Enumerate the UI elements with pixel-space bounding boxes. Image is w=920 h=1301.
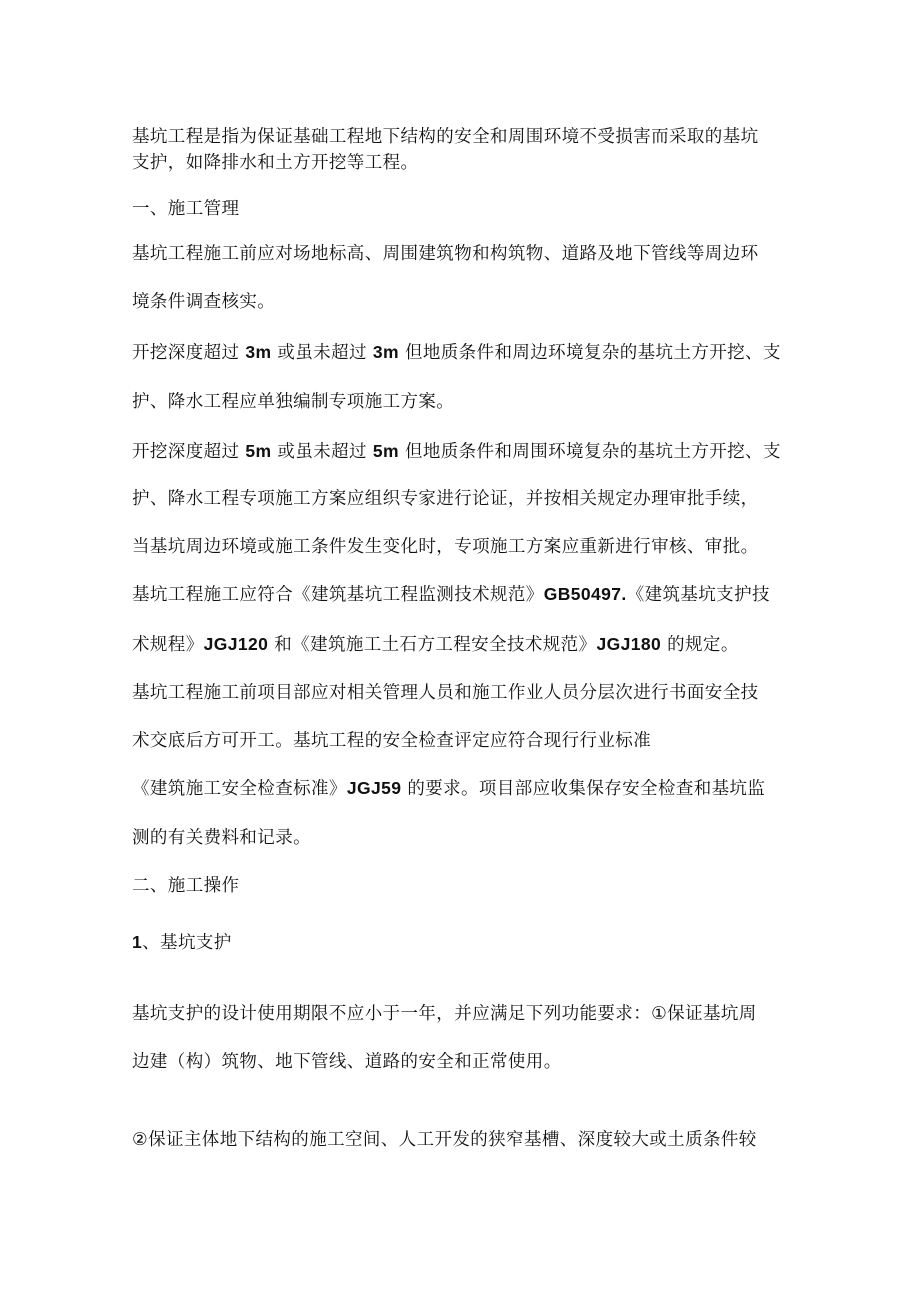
s1-p5-line-2: 术交底后方可开工。基坑工程的安全检查评定应符合现行行业标准 [132,731,652,751]
s1-p4-text-2a: 术规程》 [132,635,204,655]
standard-jgj120: JGJ120 [203,634,269,654]
s1-p3-text-e: 但地质条件和周围环境复杂的基坑土方开挖、支 [399,442,781,462]
s1-p4-text-2c: 和《建筑施工土石方工程安全技术规范》 [268,635,597,655]
s1-p3-text-a: 开挖深度超过 [132,442,246,462]
s1-p5-line-1: 基坑工程施工前项目部应对相关管理人员和施工作业人员分层次进行书面安全技 [132,683,759,703]
intro-line-1: 基坑工程是指为保证基础工程地下结构的安全和周围环境不受损害而采取的基坑 [132,127,759,147]
s1-p3-line-1 [132,438,781,465]
s1-p4-line-1 [132,581,770,608]
section-2-heading: 二、施工操作 [132,876,240,896]
depth-5m-b: 5m [372,441,399,461]
subsection-title: 、基坑支护 [142,933,232,953]
subsection-1-heading [132,929,232,956]
s1-p3-text-c: 或虽未超过 [271,442,373,462]
s2-p1-line-1: 基坑支护的设计使用期限不应小于一年，并应满足下列功能要求：①保证基坑周 [132,1004,757,1024]
s1-p4-text-a: 基坑工程施工应符合《建筑基坑工程监测技术规范》 [132,585,544,605]
s1-p4-text-2e: 的规定。 [661,635,739,655]
depth-5m-a: 5m [245,441,272,461]
intro-line-2: 支护，如降排水和土方开挖等工程。 [132,153,419,173]
standard-gb50497: GB50497. [543,584,627,604]
s1-p3-line-3: 当基坑周边环境或施工条件发生变化时，专项施工方案应重新进行审核、审批。 [132,537,759,557]
s2-p1-line-2: 边建（构）筑物、地下管线、道路的安全和正常使用。 [132,1052,562,1072]
s1-p4-text-c: 《建筑基坑支护技 [626,585,770,605]
depth-3m-b: 3m [372,342,399,362]
s1-p2-line-1 [132,339,781,366]
s1-p2-line-2: 护、降水工程应单独编制专项施工方案。 [132,392,455,412]
s1-p2-text-e: 但地质条件和周边环境复杂的基坑土方开挖、支 [399,343,781,363]
s1-p3-line-2: 护、降水工程专项施工方案应组织专家进行论证，并按相关规定办理审批手续， [132,489,759,509]
s1-p5-line-4: 测的有关费料和记录。 [132,828,311,848]
depth-3m-a: 3m [245,342,272,362]
standard-jgj180: JGJ180 [596,634,662,654]
s1-p5-text-3a: 《建筑施工安全检查标准》 [132,779,347,799]
s1-p5-text-3c: 的要求。项目部应收集保存安全检查和基坑监 [401,779,766,799]
s1-p1-line-1: 基坑工程施工前应对场地标高、周围建筑物和构筑物、道路及地下管线等周边环 [132,244,759,264]
s1-p1-line-2: 境条件调查核实。 [132,292,276,312]
s1-p4-line-2 [132,631,739,658]
standard-jgj59: JGJ59 [346,778,402,798]
subsection-number: 1 [132,932,143,952]
s1-p5-line-3 [132,775,765,802]
s1-p2-text-c: 或虽未超过 [271,343,373,363]
section-1-heading: 一、施工管理 [132,199,240,219]
s2-p2-line-1: ②保证主体地下结构的施工空间、人工开发的狭窄基槽、深度较大或土质条件较 [132,1130,757,1150]
s1-p2-text-a: 开挖深度超过 [132,343,246,363]
